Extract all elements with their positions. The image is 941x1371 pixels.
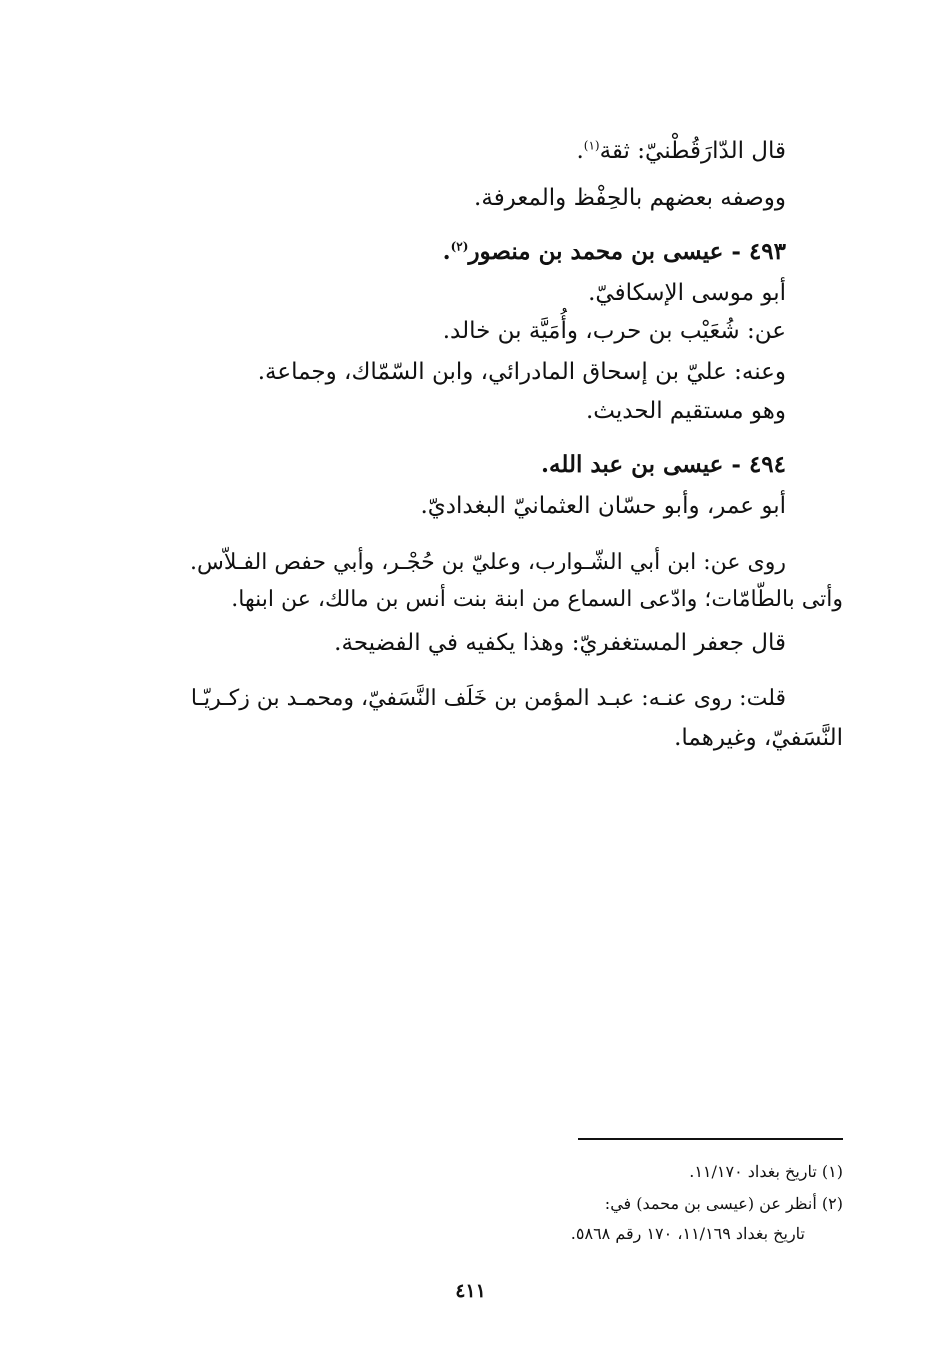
- body-line: النَّسَفيّ، وغيرهما.: [674, 725, 843, 751]
- body-line: قال جعفر المستغفريّ: وهذا يكفيه في الفضيحة.: [334, 630, 786, 656]
- body-line: وهو مستقيم الحديث.: [585, 398, 786, 424]
- body-line: روى عن: ابن أبي الشّـوارب، وعليّ بن حُجْـر، وأبي حفص الفـلاّس.: [189, 550, 786, 575]
- body-line: قلت: روى عنـه: عبـد المؤمن بن خَلَف النَّسَفيّ، ومحمـد بن زكـريّـا: [190, 686, 786, 711]
- body-line: أبو عمر، وأبو حسّان العثمانيّ البغداديّ.: [420, 493, 786, 519]
- text-span: .: [442, 238, 451, 265]
- entry-heading-494: ٤٩٤ - عيسى بن عبد الله.: [541, 451, 786, 478]
- text-span: ٤٩٣ - عيسى بن محمد بن منصور: [468, 238, 786, 265]
- footnote-2: (٢) أنظر عن (عيسى بن محمد) في:: [604, 1194, 843, 1213]
- text-span: قال الدّارَقُطْنيّ: ثقة: [599, 138, 786, 164]
- body-line: عن: شُعَيْب بن حرب، وأُمَيَّة بن خالد.: [442, 318, 786, 344]
- footnote-ref: (٢): [450, 239, 469, 254]
- page-number: ٤١١: [455, 1280, 486, 1302]
- body-line: أبو موسى الإسكافيّ.: [588, 280, 786, 306]
- body-line: وعنه: عليّ بن إسحاق المادرائي، وابن السّمّاك، وجماعة.: [257, 359, 786, 385]
- body-line: وأتى بالطّامّات؛ وادّعى السماع من ابنة بنت أنس بن مالك، عن ابنها.: [231, 587, 843, 612]
- footnote-1: (١) تاريخ بغداد ١١/١٧٠.: [689, 1162, 843, 1181]
- body-line: ووصفه بعضهم بالحِفْظ والمعرفة.: [474, 185, 786, 211]
- footnote-divider: [578, 1138, 843, 1140]
- footnote-2-continuation: تاريخ بغداد ١١/١٦٩، ١٧٠ رقم ٥٨٦٨.: [570, 1224, 805, 1243]
- text-span: .: [576, 138, 584, 164]
- body-line: [576, 134, 786, 168]
- entry-heading-493: [443, 235, 786, 269]
- footnote-ref: (١): [583, 138, 600, 153]
